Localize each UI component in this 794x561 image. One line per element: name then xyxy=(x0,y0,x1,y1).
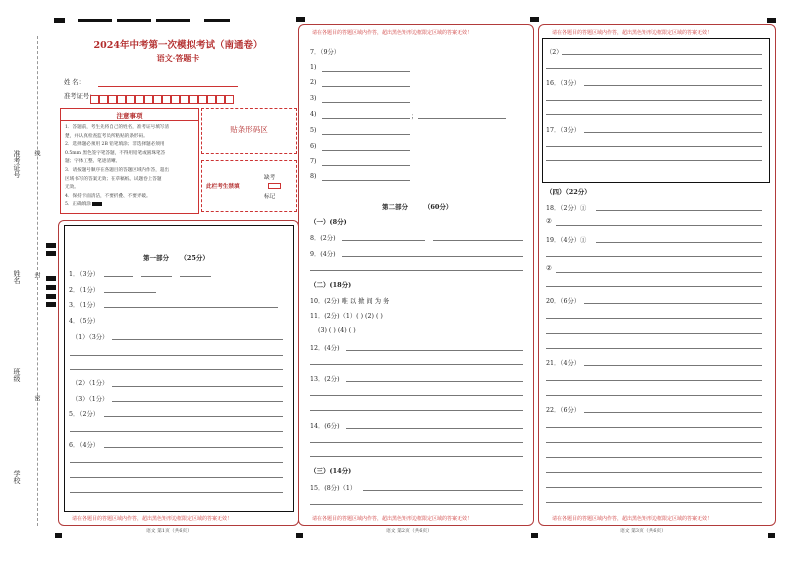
answer-line[interactable] xyxy=(546,256,762,257)
answer-line[interactable] xyxy=(546,502,762,503)
question-16: 16．（3分） xyxy=(546,80,581,87)
answer-line[interactable] xyxy=(584,85,762,86)
question-14: 14．(6分) xyxy=(310,423,340,430)
answer-line[interactable] xyxy=(584,365,762,366)
answer-line[interactable] xyxy=(104,307,278,308)
absent-label: 此栏考生禁填 xyxy=(206,184,240,190)
answer-line[interactable] xyxy=(342,240,425,241)
question-15: 15．(8分)（1） xyxy=(310,485,357,492)
part1-title: 第一部分 （25分） xyxy=(143,254,209,262)
question-9: 9．(4分) xyxy=(310,251,336,258)
answer-line[interactable] xyxy=(70,355,283,356)
question-22: 22．（6分） xyxy=(546,407,581,414)
answer-line[interactable] xyxy=(346,428,523,429)
question-19-2: ② xyxy=(546,265,552,272)
question-18: 18．（2分）① xyxy=(546,205,587,212)
answer-line[interactable] xyxy=(346,350,523,351)
answer-line[interactable] xyxy=(322,102,410,103)
answer-line[interactable] xyxy=(342,256,523,257)
answer-line[interactable] xyxy=(596,210,762,211)
timing-mark xyxy=(204,19,230,22)
page-footer: 语文 第2页（共6页） xyxy=(386,529,433,534)
exam-no-boxes[interactable] xyxy=(90,89,234,108)
page-title: 2024年中考第一次模拟考试（南通卷） xyxy=(93,40,263,51)
side-label-seal: 封 xyxy=(33,272,40,278)
answer-line[interactable] xyxy=(433,240,523,241)
timing-mark xyxy=(46,251,56,256)
answer-frame-col3-top xyxy=(542,38,770,183)
answer-line[interactable] xyxy=(112,401,283,402)
question-11: 11．(2分)（1）( ) (2) ( ) xyxy=(310,313,383,320)
answer-line[interactable] xyxy=(70,462,283,463)
answer-line[interactable] xyxy=(180,276,211,277)
answer-line[interactable] xyxy=(546,146,762,147)
side-label-secret: 密 xyxy=(33,395,40,401)
question-2: 2．（1分） xyxy=(69,287,100,294)
answer-line[interactable] xyxy=(546,457,762,458)
answer-line[interactable] xyxy=(141,276,172,277)
answer-line[interactable] xyxy=(546,348,762,349)
question-12: 12．(4分) xyxy=(310,345,340,352)
answer-line[interactable] xyxy=(70,431,283,432)
absent-checkbox[interactable] xyxy=(268,183,281,189)
name-label: 姓 名： xyxy=(64,79,85,86)
answer-line[interactable] xyxy=(546,68,762,69)
side-label-name: 姓名 xyxy=(13,270,21,284)
timing-mark xyxy=(117,19,151,22)
notice-items: 1．答题前，考生先将自己的姓名，准考证号填写清 楚，并认真检查监考员所粘贴的条形码。 2．选择题必须用 2B 铅笔填涂；非选择题必须用 0.5mm 黑色签字笔答题，不得用铅笔或圆珠笔答 题；字体工整、笔迹清晰。 3．请按题号顺序在各题目的答题区域内作答，超出 区域书写的答案无效；在草稿纸、试题卷上答题 无效。 4．保持卡面清洁，不要折叠、不要弄破。 5．正确填涂 xyxy=(65,125,169,208)
area-notice: 请在各题目的答题区域内作答，超出黑色矩形边框限定区域的答案无效！ xyxy=(552,30,713,36)
answer-line[interactable] xyxy=(104,276,133,277)
notice-box xyxy=(60,108,199,214)
answer-line[interactable] xyxy=(322,118,410,119)
answer-line[interactable] xyxy=(104,447,283,448)
section-2-title: （二）(18分) xyxy=(310,281,352,289)
question-10: 10．(2分) 唯 以 掀 间 为 务 xyxy=(310,298,390,305)
side-label-line: 线 xyxy=(33,150,40,156)
question-7-6: 6) xyxy=(310,143,317,150)
timing-mark xyxy=(46,294,56,299)
question-17: 17．（3分） xyxy=(546,127,581,134)
area-notice: 请在各题目的答题区域内作答，超出黑色矩形边框限定区域的答案无效！ xyxy=(72,516,233,522)
question-6: 6．（4分） xyxy=(69,442,100,449)
question-4-1: （1）（3分） xyxy=(72,334,109,341)
page-footer: 语文 第1页（共6页） xyxy=(146,529,193,534)
question-7-7: 7) xyxy=(310,158,317,165)
page-subtitle: 语文·答题卡 xyxy=(156,53,200,63)
timing-mark xyxy=(767,18,776,23)
answer-line[interactable] xyxy=(310,364,523,365)
answer-line[interactable] xyxy=(70,492,283,493)
answer-line[interactable] xyxy=(546,100,762,101)
answer-line[interactable] xyxy=(418,118,506,119)
timing-mark xyxy=(768,533,775,538)
part2-title: 第二部分 （60分） xyxy=(382,203,453,211)
answer-line[interactable] xyxy=(322,180,410,181)
answer-line[interactable] xyxy=(584,303,762,304)
answer-line[interactable] xyxy=(546,395,762,396)
question-7: 7．（9分） xyxy=(310,49,341,56)
answer-line[interactable] xyxy=(322,86,410,87)
question-5: 5．（2分） xyxy=(69,411,100,418)
notice-heading: 注意事项 xyxy=(116,112,143,120)
question-1: 1．（3分） xyxy=(69,271,100,278)
question-4-2: （2）（1分） xyxy=(72,380,109,387)
question-21: 21．（4分） xyxy=(546,360,581,367)
answer-line[interactable] xyxy=(562,54,762,55)
question-4: 4．（5分） xyxy=(69,318,100,325)
answer-line[interactable] xyxy=(546,318,762,319)
question-15-2: （2） xyxy=(546,49,563,56)
answer-line[interactable] xyxy=(322,134,410,135)
timing-mark xyxy=(78,19,112,22)
question-7-5: 5) xyxy=(310,127,317,134)
answer-line[interactable] xyxy=(322,71,410,72)
absent-mark-label: 缺考 xyxy=(264,175,276,181)
timing-mark xyxy=(296,17,305,22)
answer-line[interactable] xyxy=(546,160,762,161)
barcode-label: 贴条形码区 xyxy=(230,125,268,134)
answer-line[interactable] xyxy=(322,165,410,166)
question-20: 20．（6分） xyxy=(546,298,581,305)
answer-line[interactable] xyxy=(556,225,762,226)
exam-no-label: 准考证号： xyxy=(64,93,96,100)
answer-line[interactable] xyxy=(310,270,523,271)
question-18-2: ② xyxy=(546,218,552,225)
side-label-exam-no: 准考证号 xyxy=(13,150,21,178)
question-7-4: 4) xyxy=(310,111,317,118)
question-11-b: (3) ( ) (4) ( ) xyxy=(318,327,356,334)
binding-line xyxy=(37,36,38,526)
timing-mark xyxy=(531,533,538,538)
timing-mark xyxy=(46,302,56,307)
area-notice: 请在各题目的答题区域内作答，超出黑色矩形边框限定区域的答案无效！ xyxy=(312,516,473,522)
answer-line[interactable] xyxy=(546,472,762,473)
answer-area-col2 xyxy=(298,24,534,526)
answer-line[interactable] xyxy=(310,442,523,443)
answer-line[interactable] xyxy=(596,242,762,243)
question-4-3: （3）（1分） xyxy=(72,396,109,403)
name-field[interactable] xyxy=(98,86,238,87)
timing-mark xyxy=(296,533,303,538)
timing-mark xyxy=(54,18,65,23)
absent-box xyxy=(201,160,297,212)
timing-mark xyxy=(46,285,56,290)
absent-mark-label-2: 标记 xyxy=(264,194,276,200)
answer-line[interactable] xyxy=(546,286,762,287)
answer-line[interactable] xyxy=(346,381,523,382)
side-label-class: 班级 xyxy=(13,368,21,382)
answer-line[interactable] xyxy=(310,395,523,396)
answer-line[interactable] xyxy=(546,487,762,488)
timing-mark xyxy=(46,243,56,248)
question-7-8: 8) xyxy=(310,173,317,180)
page-footer: 语文 第3页（共6页） xyxy=(620,529,667,534)
semicolon: ； xyxy=(411,113,418,120)
section-1-title: （一）(8分) xyxy=(310,218,347,226)
answer-line[interactable] xyxy=(322,150,410,151)
question-13: 13．(2分) xyxy=(310,376,340,383)
timing-mark xyxy=(55,533,62,538)
question-19: 19．（4分）① xyxy=(546,237,587,244)
question-8: 8．(2分) xyxy=(310,235,336,242)
answer-line[interactable] xyxy=(112,339,283,340)
answer-line[interactable] xyxy=(112,386,283,387)
answer-line[interactable] xyxy=(546,427,762,428)
timing-mark xyxy=(530,17,539,22)
area-notice: 请在各题目的答题区域内作答，超出黑色矩形边框限定区域的答案无效！ xyxy=(552,516,713,522)
question-7-1: 1) xyxy=(310,64,317,71)
filled-sample-icon xyxy=(92,202,102,206)
answer-line[interactable] xyxy=(556,272,762,273)
section-4-title: （四）（22分） xyxy=(546,188,591,196)
answer-line[interactable] xyxy=(546,442,762,443)
answer-line[interactable] xyxy=(70,369,283,370)
barcode-area xyxy=(201,108,297,154)
side-label-school: 学校 xyxy=(13,470,21,484)
answer-line[interactable] xyxy=(310,504,523,505)
timing-mark xyxy=(156,19,190,22)
answer-line[interactable] xyxy=(104,292,156,293)
answer-line[interactable] xyxy=(104,416,283,417)
answer-line[interactable] xyxy=(310,456,523,457)
answer-line[interactable] xyxy=(584,132,762,133)
answer-line[interactable] xyxy=(363,490,523,491)
section-3-title: （三）(14分) xyxy=(310,467,352,475)
question-7-3: 3) xyxy=(310,95,317,102)
answer-line[interactable] xyxy=(584,412,762,413)
answer-line[interactable] xyxy=(546,380,762,381)
area-notice: 请在各题目的答题区域内作答，超出黑色矩形边框限定区域的答案无效！ xyxy=(312,30,473,36)
timing-mark xyxy=(46,276,56,281)
answer-line[interactable] xyxy=(546,114,762,115)
question-3: 3．（1分） xyxy=(69,302,100,309)
answer-line[interactable] xyxy=(70,477,283,478)
answer-line[interactable] xyxy=(310,410,523,411)
question-7-2: 2) xyxy=(310,79,317,86)
answer-line[interactable] xyxy=(546,333,762,334)
